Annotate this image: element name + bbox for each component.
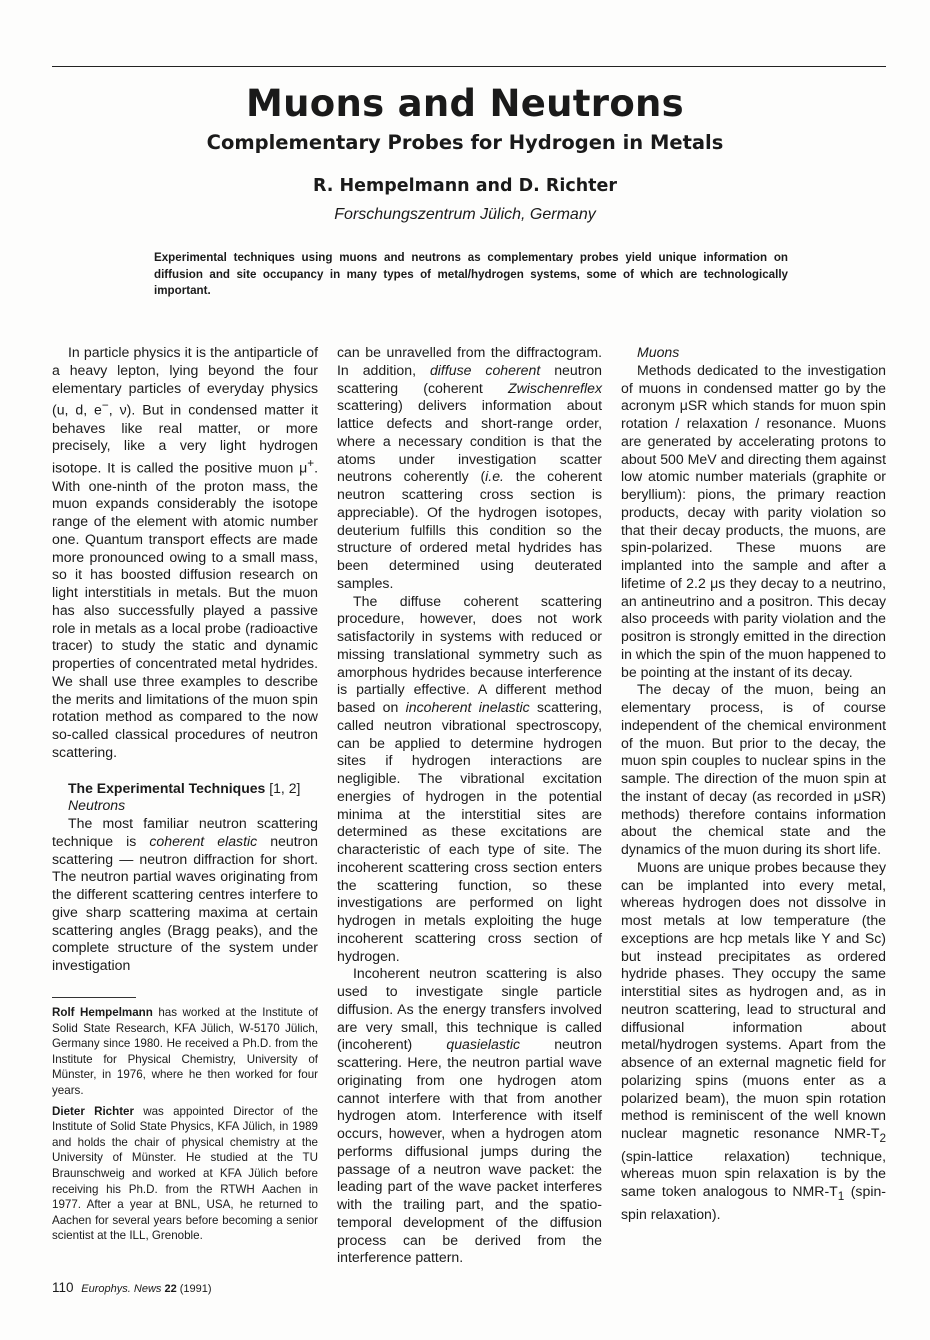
- paragraph: The diffuse coherent scattering procedure, however, does not work satisfactorily in systems with reduced or missing translational symmetry such as amorphous hydrides because interference is partially effective. A different method based on incoherent inelastic scattering, called neutron vibrational spectroscopy, can be applied to determine hydrogen sites if hydrogen interactions are negligible. The vibrational excitation energies of hydrogen in the potential minima at the interstitial sites are determined as these excitations are characteristic of each type of site. The incoherent scattering cross section enters the scattering function, so these investigations are performed on light hydrogen in metals exploiting the huge incoherent scattering cross section of hydrogen.: [337, 592, 602, 964]
- top-rule: [52, 66, 886, 67]
- article-subtitle: Complementary Probes for Hydrogen in Metals: [206, 131, 724, 154]
- paragraph: In particle physics it is the antiparticle of a heavy lepton, lying beyond the four elementary particles of everyday physics (u, d, e−, ν). But in condensed matter it behaves like real matter, or more precisely, like a very light hydrogen isotope. It is called the positive muon μ+. With one-ninth of the proton mass, the muon expands considerably the isotope range of the element with atomic number one. Quantum transport effects are made more pronounced owing to a small mass, so it has boosted diffusion research on light interstitials in metals. But the muon has also successfully played a passive role in metals as a local probe (radioactive tracer) to study the static and dynamic properties of concentrated metal hydrides. We shall use three examples to describe the merits and limitations of the muon spin rotation method as compared to the now so-called classical procedures of neutron scattering.: [52, 344, 319, 760]
- paragraph: Methods dedicated to the investigation of muons in condensed matter go by the acronym μSR which stands for muon spin rotation / relaxation / resonance. Muons are generated by accelerating protons to about 500 MeV and directing them against low atomic number materials (graphite or beryllium): pions, the primary reaction products, decay with parity violation so that their decay products, the muons, are spin-polarized. These muons are implanted into the sample and after a lifetime of 2.2 μs they decay to a neutrino, an antineutrino and a positron. This decay also proceeds with parity violation and the positron is strongly emitted in the direction in which the spin of the muon happened to be pointing at the instant of its decay.: [621, 361, 886, 680]
- abstract: Experimental techniques using muons and neutrons as complementary probes yield unique information on diffusion and site occupancy in many types of metal/hydrogen systems, some of which are technologically important.: [154, 251, 788, 297]
- page-number: 110: [52, 1280, 74, 1295]
- authors: R. Hempelmann and D. Richter: [312, 176, 618, 196]
- column-3: [621, 344, 886, 1223]
- paragraph: Muons are unique probes because they can be implanted into every metal, whereas hydrogen does not dissolve in most metals at low temperature (the exceptions are hcp metals like Y and Sc) but instead precipitates as ordered hydride phases. They occupy the same interstitial sites as hydrogen and, as in neutron scattering, lead to structural and diffusional information about metal/hydrogen systems. Apart from the absence of an external magnetic field for polarizing spins (muons enter as a polarized beam), the muon spin rotation method is reminiscent of the well known nuclear magnetic resonance NMR-$T_2$ (spin-lattice relaxation) technique, whereas muon spin relaxation is by the same token analogous to NMR-$T_1$ (spin-spin relaxation).: [621, 858, 886, 1222]
- paragraph: The most familiar neutron scattering technique is coherent elastic neutron scattering — neutron diffraction for short. The neutron partial waves originating from the different scattering centres interfere to give sharp scattering maxima at certain scattering angles (Bragg peaks), and the complete structure of the system under investigation: [52, 815, 319, 974]
- paragraph: Incoherent neutron scattering is also used to investigate single particle diffusion. As the energy transfers involved are very small, this technique is called (incoherent) quasielastic neutron scattering. Here, the neutron partial wave originating from one hydrogen atom cannot interfere with that from another hydrogen atom. Interference with itself occurs, however, when a hydrogen atom performs diffusional jumps during the passage of a neutron wave packet: the leading part of the wave packet interferes with the trailing part, and the spatio-temporal development of the diffusion process can be derived from the interference pattern.: [337, 965, 602, 1266]
- paragraph: The decay of the muon, being an elementary process, is of course independent of the chemical environment of the muon. But prior to the decay, the muon spin couples to nuclear spins in the sample. The direction of the muon spin at the instant of decay (as recorded in μSR) methods) therefore contains information about the chemical state and the dynamics of the muon during its short life.: [621, 681, 886, 857]
- subsection-heading: Muons: [637, 344, 680, 360]
- bio-paragraph: Rolf Hempelmann has worked at the Institute of Solid State Research, KFA Jülich, W-5170 Jülich, Germany since 1980. He received a Ph.D. from the Institute for Physical Chemistry, University of Münster, in 1976, where he then worked for four years.: [52, 1006, 318, 1097]
- paragraph: can be unravelled from the diffractogram. In addition, diffuse coherent neutron scattering (coherent Zwischenreflex scattering) delivers information about lattice defects and short-range order, where a necessary condition is that the atoms under investigation scatter neutrons coherently (i.e. the coherent neutron scattering cross section is appreciable). Of the hydrogen isotopes, deuterium fulfills this condition so the structure of ordered metal hydrides has been determined using deuterated samples.: [337, 344, 603, 591]
- affiliation: Forschungszentrum Jülich, Germany: [334, 206, 596, 223]
- section-heading: The Experimental Techniques [1, 2]: [68, 779, 301, 796]
- bio-paragraph: Dieter Richter was appointed Director of the Institute of Solid State Physics, KFA Jülich, in 1989 and holds the chair of physical chemistry at the University of Münster. He studied at the TU Braunschweig and worked at KFA Jülich before receiving his Ph.D. from the RTWH Aachen in 1977. After a year at BNL, USA, he returned to Aachen for several years before becoming a senior scientist at the ILL, Grenoble.: [52, 1104, 319, 1243]
- article-title: Muons and Neutrons: [245, 82, 685, 125]
- page-footer: [52, 1280, 212, 1295]
- subsection-heading: Neutrons: [68, 797, 126, 814]
- footnote-rule: [52, 997, 136, 998]
- journal-citation: Europhys. News 22 (1991): [81, 1283, 212, 1295]
- column-2: [337, 344, 602, 1267]
- column-1: [52, 344, 318, 975]
- author-bios: [52, 1005, 318, 1249]
